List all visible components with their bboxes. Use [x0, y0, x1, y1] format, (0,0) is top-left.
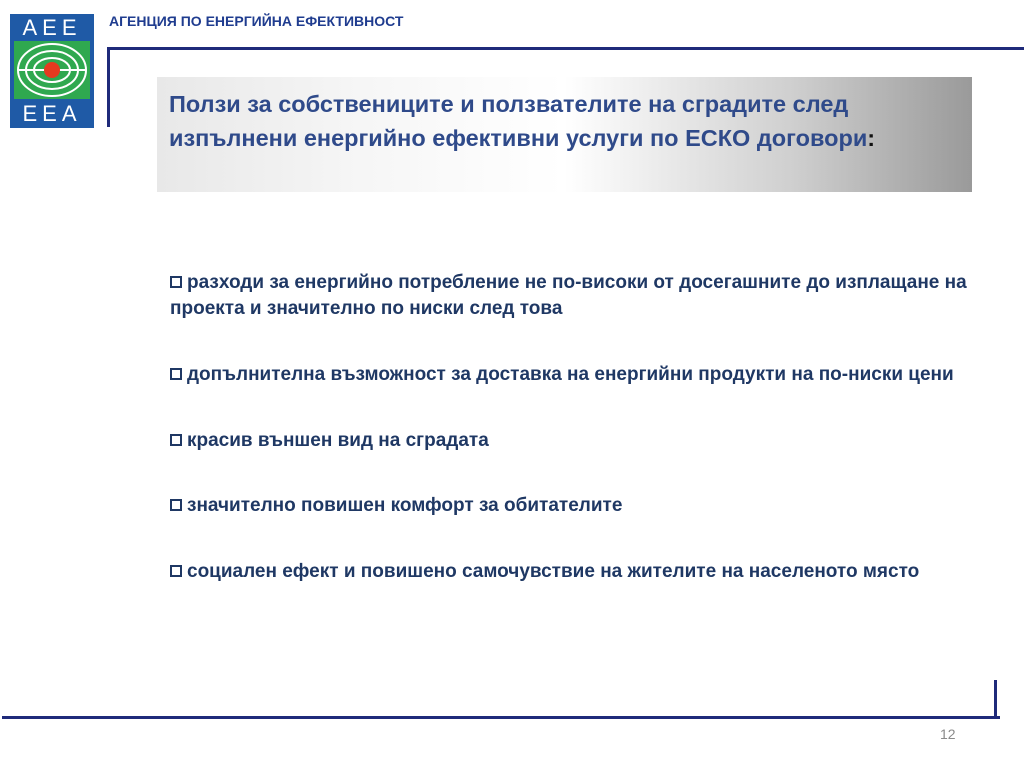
- benefits-list: [170, 270, 970, 585]
- list-item: [170, 270, 970, 322]
- slide-title-box: [157, 77, 972, 192]
- footer-divider-vertical: [994, 680, 997, 719]
- list-item: [170, 559, 970, 585]
- checkbox-bullet-icon: [170, 565, 182, 577]
- list-item-text: красив външен вид на сградата: [187, 430, 489, 451]
- logo-top-text: AEE: [22, 15, 82, 40]
- list-item: [170, 428, 970, 454]
- logo-bottom-text: EEA: [22, 101, 82, 126]
- logo-emblem: [14, 41, 90, 99]
- list-item-text: социален ефект и повишено самочувствие на жителите на населеното място: [187, 561, 920, 582]
- checkbox-bullet-icon: [170, 434, 182, 446]
- header-divider-vertical: [107, 47, 110, 127]
- checkbox-bullet-icon: [170, 368, 182, 380]
- list-item-text: разходи за енергийно потребление не по-високи от досегашните до изплащане на проекта и значително по ниски след това: [170, 272, 967, 319]
- globe-icon: [14, 41, 90, 99]
- header-divider: [108, 47, 1024, 50]
- agency-logo: [10, 14, 94, 128]
- slide-title-colon: :: [867, 125, 876, 151]
- agency-name: АГЕНЦИЯ ПО ЕНЕРГИЙНА ЕФЕКТИВНОСТ: [109, 13, 404, 29]
- checkbox-bullet-icon: [170, 499, 182, 511]
- list-item-text: значително повишен комфорт за обитателите: [187, 495, 623, 516]
- slide-title: [169, 87, 959, 155]
- list-item-text: допълнителна възможност за доставка на енергийни продукти на по-ниски цени: [187, 364, 954, 385]
- page-number: 12: [940, 726, 956, 742]
- footer-divider: [2, 716, 1000, 719]
- slide-title-text: Ползи за собствениците и ползвателите на сградите след изпълнени енергийно ефективни услуги по ЕСКО договори: [169, 91, 868, 151]
- list-item: [170, 362, 970, 388]
- checkbox-bullet-icon: [170, 276, 182, 288]
- list-item: [170, 493, 970, 519]
